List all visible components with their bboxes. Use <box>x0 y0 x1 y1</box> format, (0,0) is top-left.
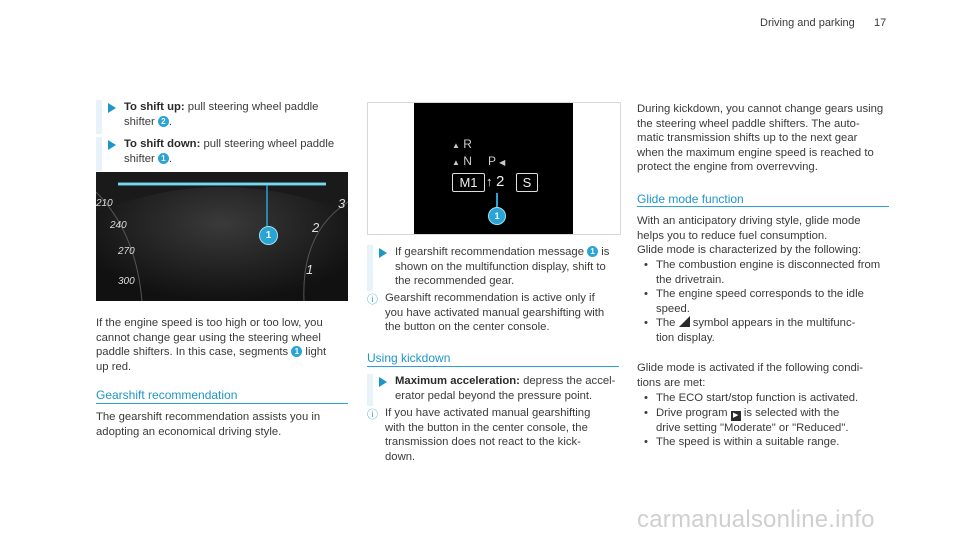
arrow-icon <box>379 248 387 258</box>
heading-rule <box>637 206 889 207</box>
callout-1: 1 <box>488 207 506 225</box>
speed-tick: 240 <box>110 220 127 231</box>
drive-program-icon: ▶ <box>731 411 741 421</box>
list-item: • The engine speed corresponds to the idle speed. <box>644 288 864 315</box>
info-note: ⓘ If you have activated manual gearshifting with the button in the center console, the transmission does not react to the kick- down. <box>367 407 591 463</box>
recommended-gear: 2 <box>496 173 505 190</box>
list-item: • The symbol appears in the multifunc- tion display. <box>644 317 856 344</box>
speed-tick: 300 <box>118 276 135 287</box>
callout-badge: 1 <box>158 153 169 164</box>
display-image-frame <box>367 102 621 235</box>
paragraph: Glide mode is activated if the following condi- tions are met: <box>637 362 864 389</box>
callout-1: 1 <box>259 226 278 245</box>
heading-rule <box>367 366 619 367</box>
callout-badge: 1 <box>291 346 302 357</box>
section-title: Driving and parking <box>760 17 855 29</box>
step-label: To shift up: <box>124 101 185 113</box>
watermark: carmanualsonline.info <box>637 506 875 533</box>
info-icon: ⓘ <box>367 409 378 421</box>
rpm-tick: 2 <box>312 220 320 235</box>
paragraph: If the engine speed is too high or too low, you cannot change gear using the steering wheel paddle shifters. In this case, segments 1 light up red. <box>96 317 327 373</box>
gearshift-step: If gearshift recommendation message 1 is shown on the multifunction display, shift to the recommended gear. <box>367 245 627 291</box>
info-icon: ⓘ <box>367 294 378 306</box>
callout-badge: 1 <box>587 246 598 257</box>
instrument-cluster-image <box>96 172 348 301</box>
list-item: • The combustion engine is disconnected from the drivetrain. <box>644 259 881 286</box>
shift-up-step: To shift up: pull steering wheel paddle shifter 2 . <box>96 100 356 134</box>
heading-rule <box>96 403 348 404</box>
gear-p-label: P <box>488 154 496 168</box>
list-item: • Drive program ▶ is selected with the drive setting "Moderate" or "Reduced". <box>644 406 849 434</box>
step-label: To shift down: <box>124 138 201 150</box>
gear-m1-box: M1 <box>452 173 485 192</box>
info-note: ⓘ Gearshift recommendation is active only if you have activated manual gearshifting with the button on the center console. <box>367 292 605 334</box>
multifunction-display: ▲ R ▲ N P ◀ M1 ↑ 2 S 1 <box>414 103 573 234</box>
bullet-list <box>644 258 901 346</box>
shift-down-step: To shift down: pull steering wheel paddle shifter 1 . <box>96 137 356 171</box>
arrow-icon <box>379 377 387 387</box>
bullet-list <box>644 391 901 450</box>
arrow-icon <box>108 103 116 113</box>
list-item: • The ECO start/stop function is activated. <box>644 392 859 404</box>
arrow-icon <box>108 140 116 150</box>
callout-badge: 2 <box>158 116 169 127</box>
section-heading: Gearshift recommendation <box>96 388 238 402</box>
speed-tick: 270 <box>118 246 135 257</box>
kickdown-step: Maximum acceleration: depress the accel- erator pedal beyond the pressure point. <box>367 374 627 406</box>
section-heading: Glide mode function <box>637 192 744 206</box>
gear-r-label: R <box>463 137 472 151</box>
paragraph: During kickdown, you cannot change gears using the steering wheel paddle shifters. The auto- matic transmission shifts up to the next gear when the maximum engine speed is reached to protect the engine from overrevving. <box>637 103 884 174</box>
paragraph: The gearshift recommendation assists you in adopting an economical driving style. <box>96 411 321 438</box>
list-item: • The speed is within a suitable range. <box>644 436 840 449</box>
speed-tick: 210 <box>96 198 113 209</box>
paragraph: With an anticipatory driving style, glide mode helps you to reduce fuel consumption. Glide mode is characterized by the following: <box>637 215 862 257</box>
rpm-tick: 1 <box>306 262 314 277</box>
page-number: 17 <box>874 17 887 29</box>
gear-n-label: N <box>463 154 472 168</box>
rpm-tick: 3 <box>338 196 346 211</box>
glide-mode-icon <box>679 316 690 327</box>
gear-s-box: S <box>516 173 538 192</box>
upshift-arrow-icon: ↑ <box>486 174 493 189</box>
section-heading: Using kickdown <box>367 351 451 365</box>
